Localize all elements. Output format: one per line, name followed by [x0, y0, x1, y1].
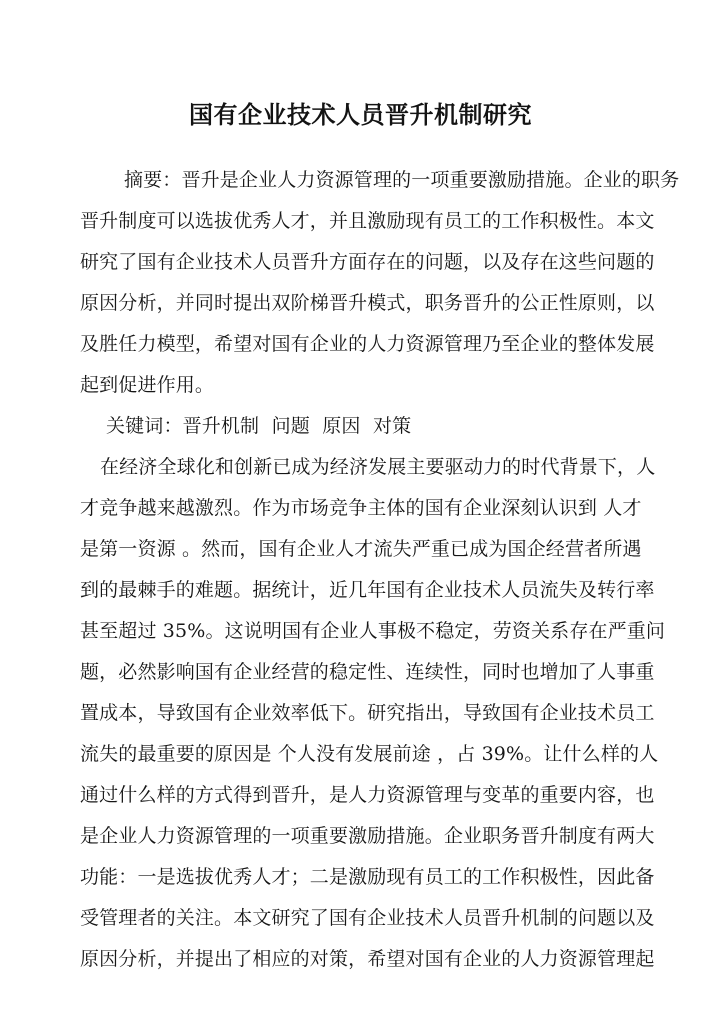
body-line: 功能：一是选拔优秀人才；二是激励现有员工的工作积极性，因此备: [80, 866, 655, 888]
body-line: 到的最棘手的难题。据统计，近几年国有企业技术人员流失及转行率: [80, 579, 655, 601]
body-line: 受管理者的关注。本文研究了国有企业技术人员晋升机制的问题以及: [80, 907, 655, 929]
abstract-line: 晋升制度可以选拔优秀人才，并且激励现有员工的工作积极性。本文: [80, 210, 655, 232]
abstract-line: 原因分析，并同时提出双阶梯晋升模式，职务晋升的公正性原则，以: [80, 292, 655, 314]
page-title: 国有企业技术人员晋升机制研究: [189, 101, 532, 130]
body-line: 是第一资源 。然而，国有企业人才流失严重已成为国企经营者所遇: [80, 538, 642, 560]
abstract-line: 起到促进作用。: [80, 374, 215, 396]
abstract-line: 及胜任力模型，希望对国有企业的人力资源管理乃至企业的整体发展: [80, 333, 655, 355]
keywords-line: 关键词：晋升机制 问题 原因 对策: [106, 415, 412, 437]
body-line: 甚至超过 35%。这说明国有企业人事极不稳定，劳资关系存在严重问: [80, 620, 666, 642]
abstract-line: 摘要：晋升是企业人力资源管理的一项重要激励措施。企业的职务: [124, 169, 680, 191]
body-line: 置成本，导致国有企业效率低下。研究指出，导致国有企业技术员工: [80, 702, 655, 724]
body-line: 才竞争越来越激烈。作为市场竞争主体的国有企业深刻认识到 人才: [80, 497, 642, 519]
body-line: 流失的最重要的原因是 个人没有发展前途 ，占 39%。让什么样的人: [80, 743, 659, 765]
document-body: [80, 160, 680, 980]
abstract-line: 研究了国有企业技术人员晋升方面存在的问题，以及存在这些问题的: [80, 251, 655, 273]
body-line: 题，必然影响国有企业经营的稳定性、连续性，同时也增加了人事重: [80, 661, 655, 683]
body-line: 是企业人力资源管理的一项重要激励措施。企业职务晋升制度有两大: [80, 825, 655, 847]
body-line: 通过什么样的方式得到晋升，是人力资源管理与变革的重要内容，也: [80, 784, 655, 806]
body-line: 在经济全球化和创新已成为经济发展主要驱动力的时代背景下，人: [100, 456, 656, 478]
body-line: 原因分析，并提出了相应的对策，希望对国有企业的人力资源管理起: [80, 948, 655, 970]
